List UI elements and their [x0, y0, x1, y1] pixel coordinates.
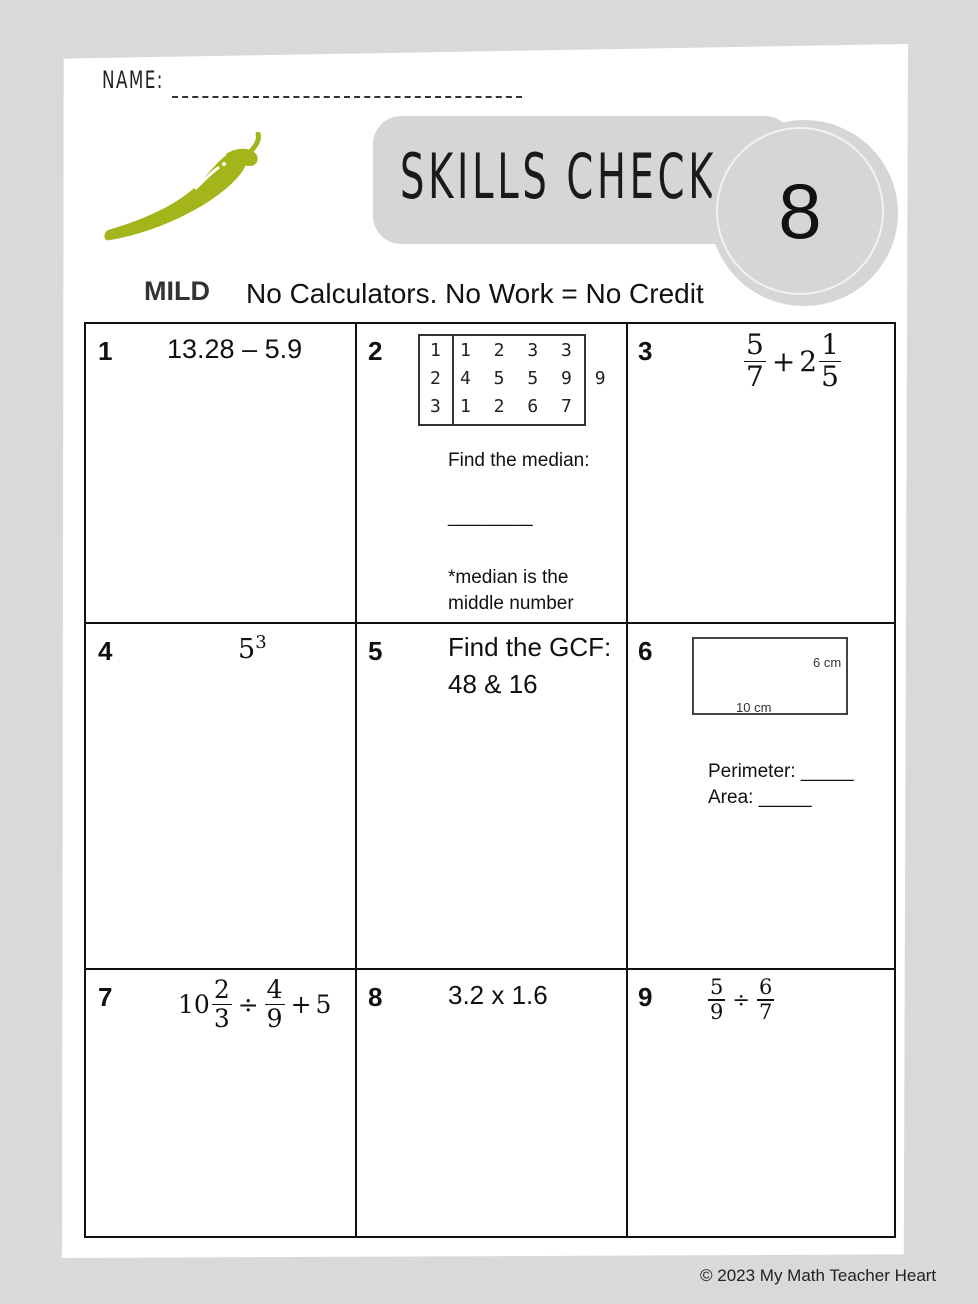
problem-7-expression: 10 $\frac{2}{3}$ ÷ $\frac{4}{9}$ + 5: [178, 975, 332, 1033]
stem-value: 1: [430, 340, 441, 361]
problem-3-expression: $\frac{5}{7}$ + 2 $\frac{1}{5}$: [746, 328, 839, 394]
leaf-values: 1 2 6 7: [460, 396, 578, 417]
stem-value: 3: [430, 396, 441, 417]
median-note: middle number: [448, 593, 574, 614]
name-label: NAME:: [102, 66, 164, 94]
problem-4-expression: $5^3$: [238, 632, 267, 665]
stem-value: 2: [430, 368, 441, 389]
problem-1-expression: 13.28 – 5.9: [167, 334, 303, 364]
median-answer-blank[interactable]: ________: [448, 506, 533, 527]
gcf-prompt: Find the GCF:: [448, 632, 612, 662]
grid-divider: [626, 324, 628, 1236]
instructions: No Calculators. No Work = No Credit: [246, 278, 704, 309]
stem-divider: [452, 336, 454, 424]
stem-and-leaf-plot: [418, 334, 612, 426]
problem-number: 8: [368, 982, 383, 1012]
grid-divider: [355, 324, 357, 1236]
problem-8-expression: 3.2 x 1.6: [448, 980, 548, 1010]
problem-number: 2: [368, 336, 383, 366]
fraction: $\frac{1}{5}$: [821, 328, 839, 394]
length-label: 10 cm: [736, 700, 772, 715]
page-title: SKILLS CHECK: [400, 140, 718, 213]
fraction: $\frac{5}{9}$: [710, 975, 724, 1024]
fraction: $\frac{5}{7}$: [746, 328, 764, 394]
name-field[interactable]: [172, 96, 522, 98]
leaf-values: 4 5 5 9 9: [460, 368, 612, 389]
problem-number: 6: [638, 636, 653, 666]
grid-divider: [86, 622, 894, 624]
grid-divider: [86, 968, 894, 970]
median-prompt: Find the median:: [448, 450, 590, 471]
gcf-numbers: 48 & 16: [448, 669, 538, 699]
area-prompt[interactable]: Area: _____: [708, 787, 812, 808]
problem-number: 9: [638, 982, 653, 1012]
copyright-notice: © 2023 My Math Teacher Heart: [700, 1266, 937, 1285]
problem-number: 3: [638, 336, 653, 366]
problem-number: 5: [368, 636, 383, 666]
difficulty-level: MILD: [144, 276, 210, 306]
skills-check-number: 8: [716, 127, 884, 295]
width-label: 6 cm: [813, 655, 842, 670]
fraction: $\frac{2}{3}$: [213, 975, 230, 1033]
jalapeno-pepper-icon: [100, 132, 270, 256]
problem-number: 4: [98, 636, 113, 666]
problem-number: 1: [98, 336, 113, 366]
fraction: $\frac{6}{7}$: [758, 975, 773, 1024]
fraction: $\frac{4}{9}$: [266, 975, 283, 1033]
leaf-values: 1 2 3 3: [460, 340, 578, 361]
median-note: *median is the: [448, 567, 569, 588]
perimeter-prompt[interactable]: Perimeter: _____: [708, 761, 854, 782]
problem-number: 7: [98, 982, 113, 1012]
problem-9-expression: $\frac{5}{9}$ ÷ $\frac{6}{7}$: [710, 975, 773, 1024]
